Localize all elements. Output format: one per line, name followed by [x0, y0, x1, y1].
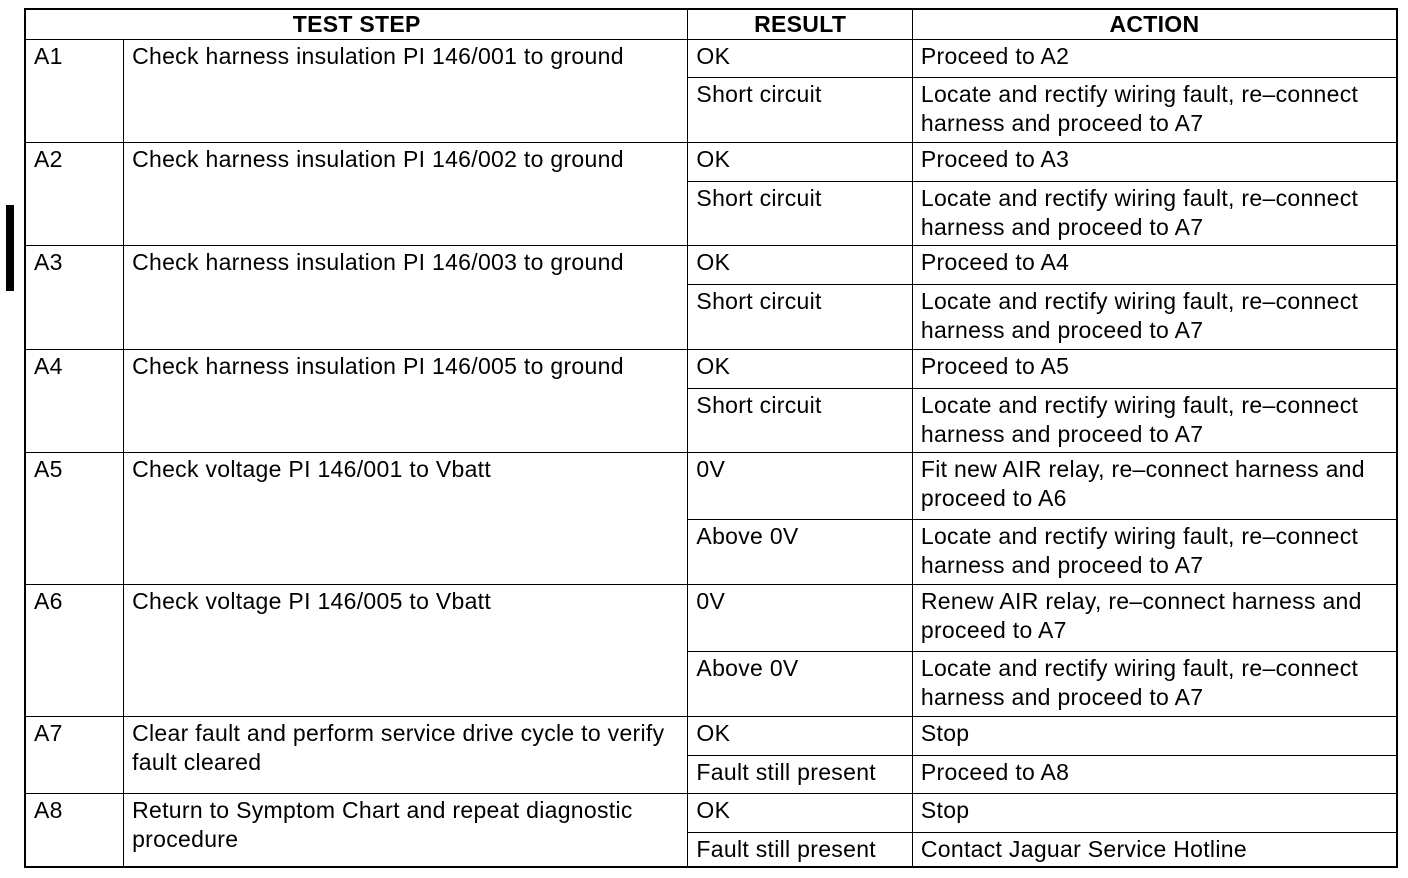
step-description: Clear fault and perform service drive cycle to verify fault cleared: [124, 717, 688, 794]
step-action: Contact Jaguar Service Hotline: [912, 832, 1397, 867]
step-result: Fault still present: [688, 832, 912, 867]
step-action: Proceed to A3: [912, 142, 1397, 181]
step-action: Renew AIR relay, re–connect harness and proceed to A7: [912, 585, 1397, 652]
step-id: A8: [25, 794, 124, 867]
table-header-row: [25, 9, 1397, 39]
step-id: A3: [25, 246, 124, 349]
step-action: Stop: [912, 717, 1397, 756]
step-result: Short circuit: [688, 285, 912, 350]
step-result: OK: [688, 142, 912, 181]
step-action: Proceed to A5: [912, 349, 1397, 388]
step-id: A7: [25, 717, 124, 794]
step-action: Proceed to A4: [912, 246, 1397, 285]
table-row: [25, 585, 1397, 652]
header-action: ACTION: [912, 9, 1397, 39]
step-result: Above 0V: [688, 520, 912, 585]
step-result: OK: [688, 794, 912, 833]
step-description: Return to Symptom Chart and repeat diagnostic procedure: [124, 794, 688, 867]
step-result: 0V: [688, 453, 912, 520]
step-id: A4: [25, 349, 124, 452]
step-action: Proceed to A2: [912, 39, 1397, 78]
header-test-step: TEST STEP: [25, 9, 688, 39]
step-result: OK: [688, 39, 912, 78]
table-row: [25, 246, 1397, 285]
table-row: [25, 349, 1397, 388]
step-description: Check voltage PI 146/001 to Vbatt: [124, 453, 688, 585]
step-action: Locate and rectify wiring fault, re–connect harness and proceed to A7: [912, 181, 1397, 246]
table-row: [25, 717, 1397, 756]
step-result: Short circuit: [688, 78, 912, 143]
step-id: A2: [25, 142, 124, 245]
step-description: Check harness insulation PI 146/003 to ground: [124, 246, 688, 349]
step-result: Fault still present: [688, 755, 912, 794]
table-row: [25, 142, 1397, 181]
step-action: Locate and rectify wiring fault, re–connect harness and proceed to A7: [912, 520, 1397, 585]
step-description: Check harness insulation PI 146/002 to ground: [124, 142, 688, 245]
step-description: Check voltage PI 146/005 to Vbatt: [124, 585, 688, 717]
step-result: Short circuit: [688, 181, 912, 246]
step-id: A5: [25, 453, 124, 585]
step-result: Above 0V: [688, 652, 912, 717]
step-result: OK: [688, 349, 912, 388]
step-id: A1: [25, 39, 124, 142]
revision-change-bar: [6, 205, 14, 291]
table-row: [25, 453, 1397, 520]
step-result: Short circuit: [688, 388, 912, 453]
step-result: 0V: [688, 585, 912, 652]
step-action: Stop: [912, 794, 1397, 833]
step-action: Locate and rectify wiring fault, re–connect harness and proceed to A7: [912, 652, 1397, 717]
step-description: Check harness insulation PI 146/005 to ground: [124, 349, 688, 452]
step-result: OK: [688, 717, 912, 756]
header-result: RESULT: [688, 9, 912, 39]
step-description: Check harness insulation PI 146/001 to ground: [124, 39, 688, 142]
step-action: Fit new AIR relay, re–connect harness and proceed to A6: [912, 453, 1397, 520]
table-row: [25, 794, 1397, 833]
step-result: OK: [688, 246, 912, 285]
table-row: [25, 39, 1397, 78]
diagnostic-test-table: [24, 8, 1398, 868]
step-action: Proceed to A8: [912, 755, 1397, 794]
step-action: Locate and rectify wiring fault, re–connect harness and proceed to A7: [912, 388, 1397, 453]
step-action: Locate and rectify wiring fault, re–connect harness and proceed to A7: [912, 78, 1397, 143]
step-id: A6: [25, 585, 124, 717]
step-action: Locate and rectify wiring fault, re–connect harness and proceed to A7: [912, 285, 1397, 350]
